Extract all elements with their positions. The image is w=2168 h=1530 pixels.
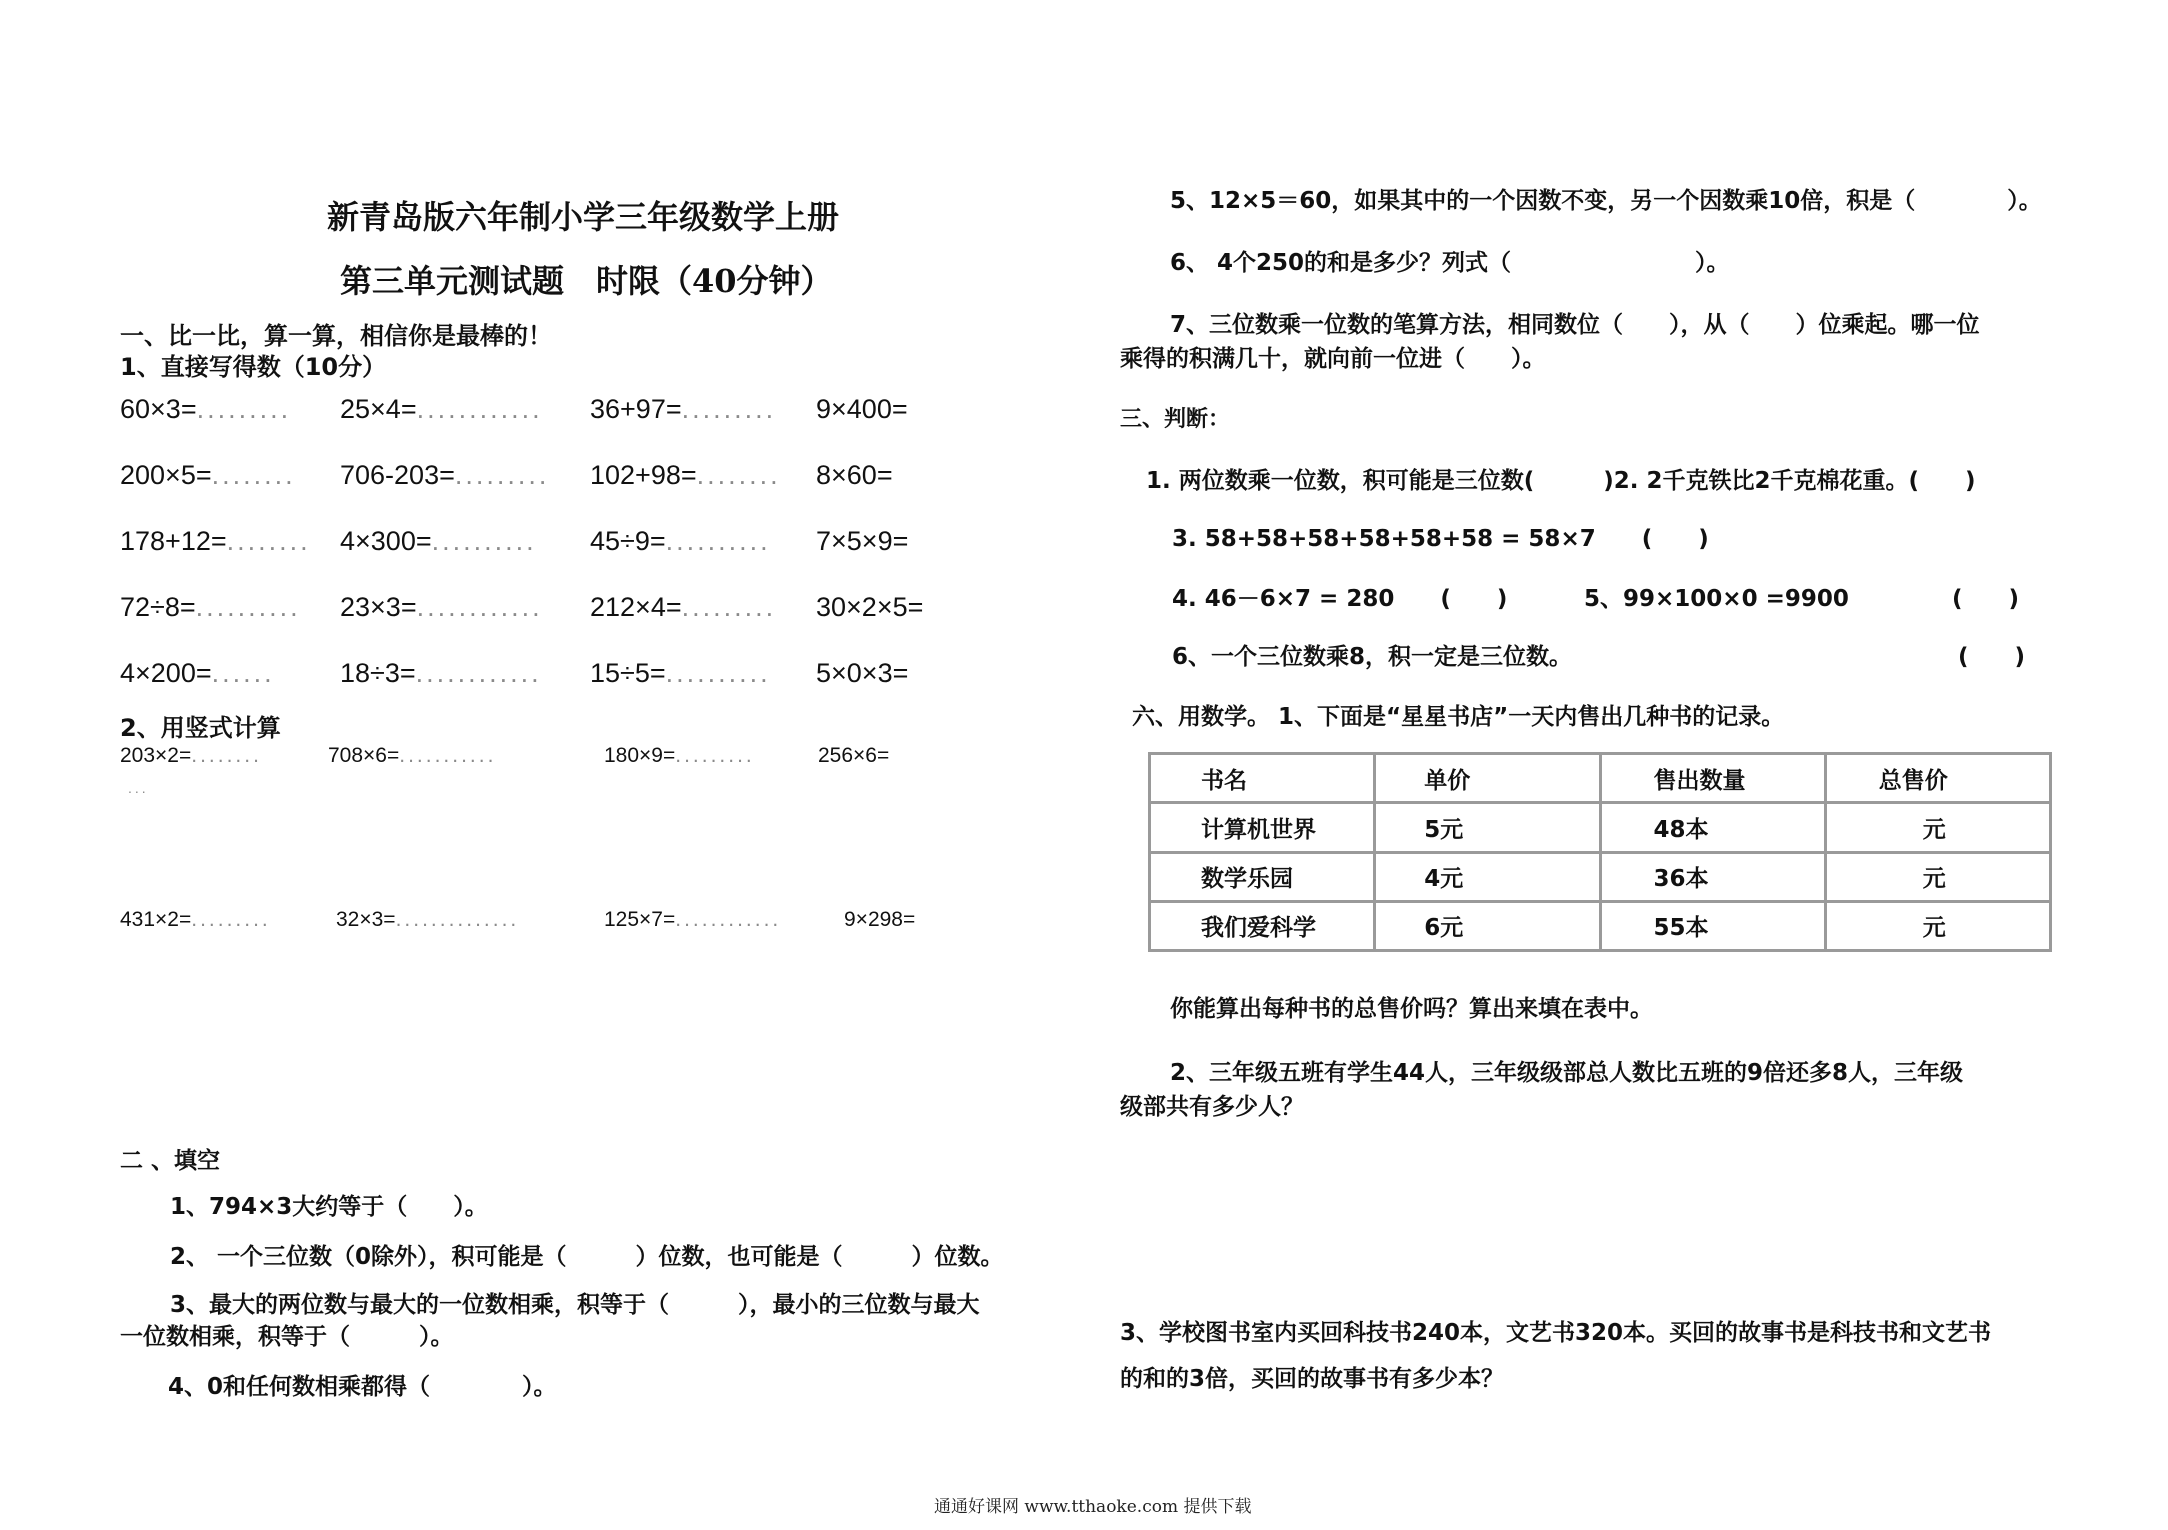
- direct-calc-item: 5×0×3=: [816, 658, 909, 688]
- judge-q4: 4. 46－6×7 = 280 ( ): [1172, 586, 1508, 612]
- table-cell: 4元: [1375, 852, 1600, 901]
- table-row: [1150, 803, 2051, 852]
- fill-q2: 2、 一个三位数（0除外），积可能是（ ）位数，也可能是（ ）位数。: [170, 1244, 1004, 1270]
- direct-calc-item: 706-203=.........: [340, 460, 550, 490]
- fill-q5: 5、12×5＝60，如果其中的一个因数不变，另一个因数乘10倍，积是（ ）。: [1170, 188, 2042, 214]
- table-header-cell: 单价: [1375, 754, 1600, 803]
- book-sales-table: [1148, 752, 2052, 952]
- word-problem-3: 3、学校图书室内买回科技书240本，文艺书320本。买回的故事书是科技书和文艺书: [1120, 1320, 1992, 1346]
- table-row: [1150, 852, 2051, 901]
- direct-calc-item: 30×2×5=: [816, 592, 924, 622]
- fill-q4: 4、0和任何数相乘都得（ ）。: [168, 1374, 557, 1400]
- judge-q6-blank: ( ): [1958, 644, 2026, 670]
- table-cell: 48本: [1600, 803, 1825, 852]
- fill-q3: 3、最大的两位数与最大的一位数相乘，积等于（ ），最小的三位数与最大: [170, 1292, 980, 1318]
- table-cell: 5元: [1375, 803, 1600, 852]
- section1-sub1: 1、直接写得数（10分）: [120, 353, 387, 381]
- page-title: 新青岛版六年制小学三年级数学上册: [327, 198, 840, 236]
- section1-sub2: 2、用竖式计算: [120, 714, 281, 742]
- judge-q5: 5、99×100×0 =9900: [1584, 586, 1849, 612]
- direct-calc-item: 4×300=..........: [340, 526, 537, 556]
- direct-calc-item: 7×5×9=: [816, 526, 909, 556]
- direct-calc-item: 36+97=.........: [590, 394, 777, 424]
- vertical-calc-item: 256×6=: [818, 744, 890, 767]
- table-cell: 元: [1825, 901, 2050, 950]
- vertical-calc-item: 203×2=........: [120, 744, 262, 767]
- direct-calc-item: 4×200=......: [120, 658, 275, 688]
- direct-calc-item: 18÷3=............: [340, 658, 542, 688]
- direct-calc-item: 102+98=........: [590, 460, 781, 490]
- direct-calc-item: 8×60=: [816, 460, 893, 490]
- vertical-calc-item: 180×9=.........: [604, 744, 755, 767]
- judge-q6: 6、一个三位数乘8，积一定是三位数。: [1172, 644, 1573, 670]
- table-cell: 6元: [1375, 901, 1600, 950]
- judge-q1-q2: 1. 两位数乘一位数，积可能是三位数( )2. 2千克铁比2千克棉花重。( ): [1146, 468, 1976, 494]
- table-cell: 55本: [1600, 901, 1825, 950]
- page-subtitle: 第三单元测试题 时限（40分钟）: [340, 262, 833, 300]
- vertical-calc-item: 431×2=.........: [120, 908, 271, 931]
- vertical-calc-item: 32×3=..............: [336, 908, 520, 931]
- table-question: 你能算出每种书的总售价吗？算出来填在表中。: [1170, 996, 1653, 1022]
- judge-q5-blank: ( ): [1952, 586, 2020, 612]
- fill-q7-cont: 乘得的积满几十，就向前一位进（ ）。: [1120, 346, 1546, 372]
- fill-q1: 1、794×3大约等于（ ）。: [170, 1194, 488, 1220]
- direct-calc-item: 72÷8=..........: [120, 592, 301, 622]
- direct-calc-item: 9×400=: [816, 394, 908, 424]
- table-header-cell: 售出数量: [1600, 754, 1825, 803]
- word-problem-2-cont: 级部共有多少人？: [1120, 1094, 1304, 1120]
- table-cell: 我们爱科学: [1150, 901, 1375, 950]
- direct-calc-item: 200×5=........: [120, 460, 296, 490]
- section1-heading: 一、比一比，算一算，相信你是最棒的！: [120, 322, 552, 350]
- table-cell: 元: [1825, 803, 2050, 852]
- vertical-calc-item: 9×298=: [844, 908, 916, 931]
- word-problem-3-cont: 的和的3倍，买回的故事书有多少本？: [1120, 1366, 1505, 1392]
- direct-calc-item: 60×3=.........: [120, 394, 292, 424]
- vertical-calc-item: 125×7=............: [604, 908, 782, 931]
- table-cell: 元: [1825, 852, 2050, 901]
- direct-calc-item: 45÷9=..........: [590, 526, 771, 556]
- direct-calc-item: 15÷5=..........: [590, 658, 771, 688]
- section3-heading: 三、判断：: [1120, 407, 1231, 432]
- fill-q3-cont: 一位数相乘，积等于（ ）。: [120, 1324, 454, 1350]
- word-problem-2: 2、三年级五班有学生44人，三年级级部总人数比五班的9倍还多8人，三年级: [1170, 1060, 1964, 1086]
- section6-heading: 六、用数学。 1、下面是“星星书店”一天内售出几种书的记录。: [1132, 704, 1785, 730]
- table-header-row: [1150, 754, 2051, 803]
- table-header-cell: 书名: [1150, 754, 1375, 803]
- table-cell: 36本: [1600, 852, 1825, 901]
- leader-dots: ...: [128, 780, 149, 796]
- direct-calc-item: 178+12=........: [120, 526, 311, 556]
- table-cell: 计算机世界: [1150, 803, 1375, 852]
- judge-q3: 3. 58+58+58+58+58+58 = 58×7 ( ): [1172, 526, 1709, 552]
- vertical-calc-item: 708×6=...........: [328, 744, 497, 767]
- section2-heading: 二 、填空: [120, 1148, 221, 1174]
- table-header-cell: 总售价: [1825, 754, 2050, 803]
- table-cell: 数学乐园: [1150, 852, 1375, 901]
- direct-calc-item: 25×4=............: [340, 394, 543, 424]
- direct-calc-item: 212×4=.........: [590, 592, 777, 622]
- fill-q6: 6、 4个250的和是多少？列式（ ）。: [1170, 250, 1730, 276]
- fill-q7: 7、三位数乘一位数的笔算方法，相同数位（ ），从（ ）位乘起。哪一位: [1170, 312, 1980, 338]
- page-footer: 通通好课网 www.tthaoke.com 提供下载: [934, 1497, 1252, 1517]
- direct-calc-item: 23×3=............: [340, 592, 543, 622]
- table-row: [1150, 901, 2051, 950]
